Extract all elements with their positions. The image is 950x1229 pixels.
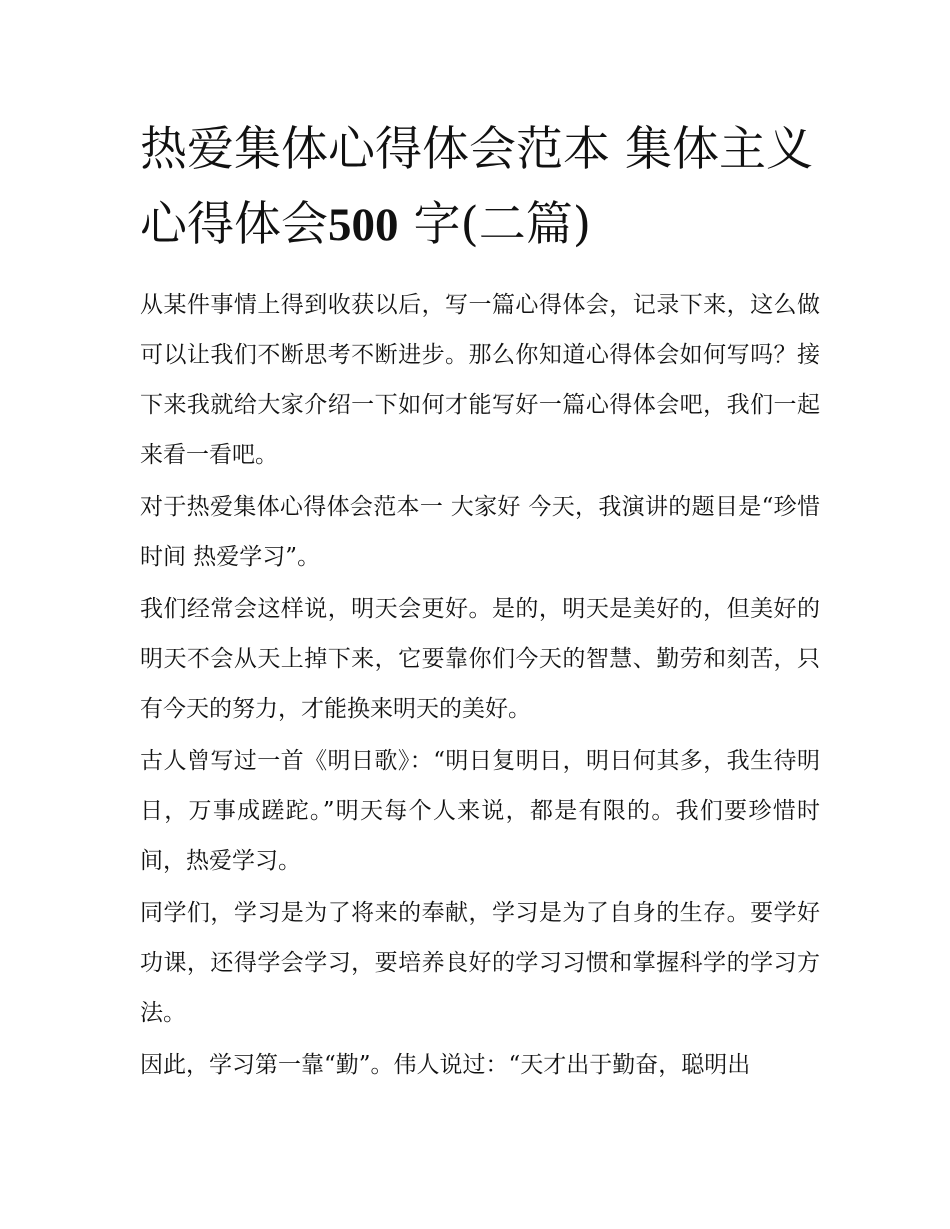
paragraph-intro: 从某件事情上得到收获以后，写一篇心得体会，记录下来，这么做可以让我们不断思考不断进步。那么你知道心得体会如何写吗？接下来我就给大家介绍一下如何才能写好一篇心得体会吧，我们一起来看一看吧。 — [140, 292, 820, 468]
paragraph-speech-topic: 对于热爱集体心得体会范本一 大家好 今天，我演讲的题目是“珍惜时间 热爱学习”。 — [140, 494, 820, 570]
paragraph-diligence: 因此，学习第一靠“勤”。伟人说过：“天才出于勤奋，聪明出 — [140, 1052, 751, 1078]
paragraph-tomorrow: 我们经常会这样说，明天会更好。是的，明天是美好的，但美好的明天不会从天上掉下来，它要靠你们今天的智慧、勤劳和刻苦，只有今天的努力，才能换来明天的美好。 — [140, 596, 820, 722]
title-text-part1: 热爱集体心得体会范本 集体主义心得体会 — [140, 122, 813, 252]
title-number: 500 — [328, 199, 399, 251]
paragraph-study-purpose: 同学们，学习是为了将来的奉献，学习是为了自身的生存。要学好功课，还得学会学习，要培养良好的学习习惯和掌握科学的学习方法。 — [140, 900, 820, 1026]
title-text-part2: 字(二篇) — [413, 197, 592, 252]
document-title — [140, 112, 820, 263]
paragraph-poem: 古人曾写过一首《明日歌》：“明日复明日，明日何其多，我生待明日，万事成蹉跎。”明天每个人来说，都是有限的。我们要珍惜时间，热爱学习。 — [140, 748, 820, 874]
document-body — [140, 280, 820, 1092]
